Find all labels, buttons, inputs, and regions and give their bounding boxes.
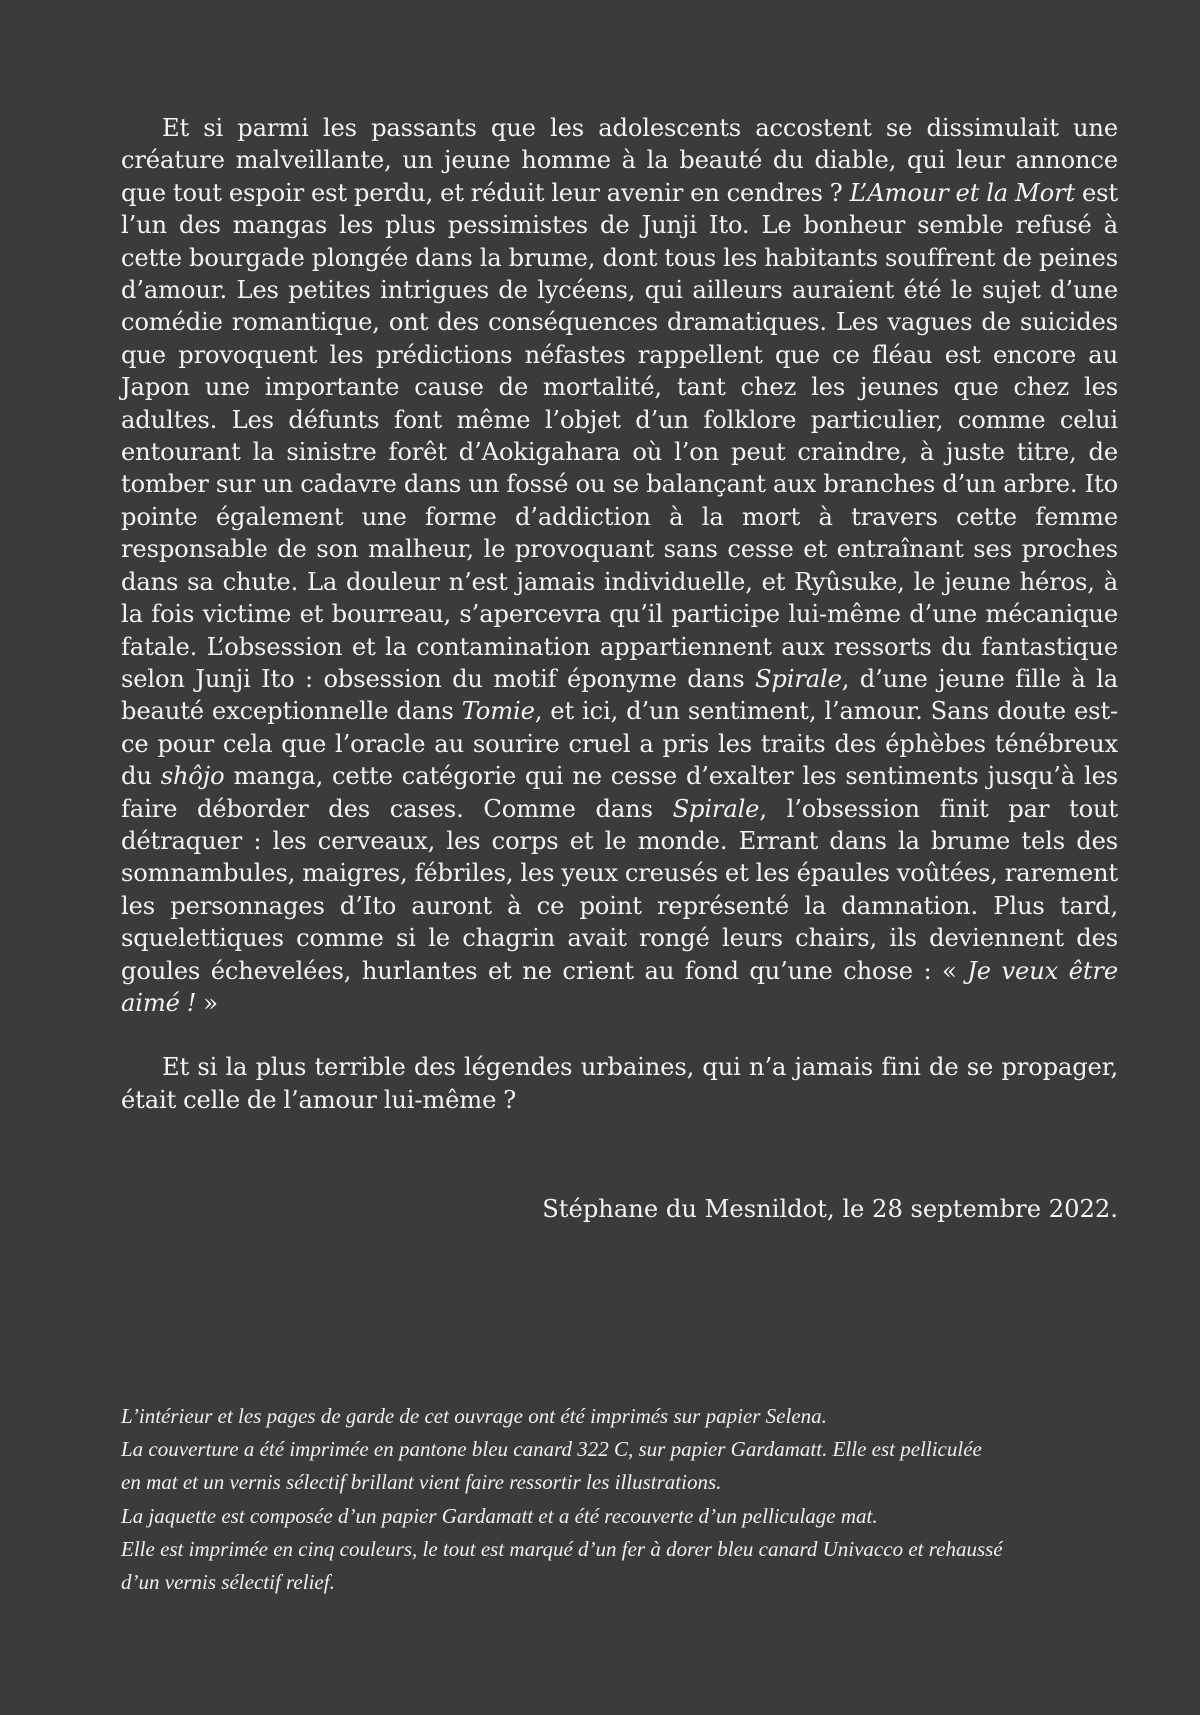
paragraph-text: »	[196, 988, 218, 1017]
paragraph-text: est l’un des mangas les plus pessimistes de Junji Ito. Le bonheur semble refusé à cette bourgade plongée dans la brume, dont tous les habitants souffrent de peines d’amour. Les petites intrigues de lycéens, qui ailleurs auraient été le sujet d’une comédie romantique, ont des conséquences dramatiques. Les vagues de suicides que provoquent les prédictions néfastes rappellent que ce fléau est encore au Japon une importante cause de mortalité, tant chez les jeunes que chez les adultes. Les défunts font même l’objet d’un folklore particulier, comme celui entourant la sinistre forêt d’Aokigahara où l’on peut craindre, à juste titre, de tomber sur un cadavre dans un fossé ou se balançant aux branches d’un arbre. Ito pointe également une forme d’addiction à la mort à travers cette femme responsable de son malheur, le provoquant sans cesse et entraînant ses proches dans sa chute. La douleur n’est jamais individuelle, et Ryûsuke, le jeune héros, à la fois victime et bourreau, s’apercevra qu’il participe lui-même d’une mécanique fatale. L’obsession et la contamination appartiennent aux ressorts du fantastique selon Junji Ito : obsession du motif éponyme dans	[121, 178, 1119, 693]
body-paragraph-2: Et si la plus terrible des légendes urbaines, qui n’a jamais fini de se propager, était celle de l’amour lui-même ?	[121, 1053, 1118, 1114]
author-signature: Stéphane du Mesnildot, le 28 septembre 2022.	[542, 1195, 1118, 1224]
paragraph-text: Et si parmi les passants que les adolescents accostent se dissimulait une créature malveillante, un jeune homme à la beauté du diable, qui leur annonce que tout espoir est perdu, et réduit leur avenir en cendres ?	[121, 114, 1118, 207]
colophon-line: L’intérieur et les pages de garde de cet ouvrage ont été imprimés sur papier Selena.	[121, 1404, 827, 1428]
colophon	[121, 1400, 1121, 1599]
italic-title-text: shôjo	[160, 762, 225, 791]
body-paragraph-1	[121, 112, 1118, 1019]
italic-title-text: Je veux être aimé !	[121, 956, 1118, 1017]
colophon-line: Elle est imprimée en cinq couleurs, le tout est marqué d’un fer à dorer bleu canard Univacco et rehaussé	[121, 1536, 1003, 1561]
paragraph-text: manga, cette catégorie qui ne cesse d’exalter les sentiments jusqu’à les faire déborder des cases. Comme dans	[121, 762, 1119, 823]
italic-title-text: Tomie	[461, 697, 535, 726]
colophon-line: La couverture a été imprimée en pantone bleu canard 322 C, sur papier Gardamatt. Elle est pelliculée	[121, 1437, 982, 1462]
colophon-line: d’un vernis sélectif relief.	[121, 1570, 335, 1595]
paragraph-text: , et ici, d’un sentiment, l’amour. Sans doute est-ce pour cela que l’oracle au sourire cruel a pris les traits des éphèbes ténébreux du	[121, 697, 1118, 791]
paragraph-text: , d’une jeune fille à la beauté exceptionnelle dans	[121, 664, 1118, 726]
italic-title-text: L’Amour et la Mort	[849, 178, 1076, 207]
italic-title-text: Spirale	[672, 794, 760, 823]
colophon-line: en mat et un vernis sélectif brillant vient faire ressortir les illustrations.	[121, 1470, 722, 1495]
main-text-block	[121, 112, 1118, 1225]
paragraph-text: , l’obsession finit par tout détraquer : les cerveaux, les corps et le monde. Errant dans la brume tels des somnambules, maigres, fébriles, les yeux creusés et les épaules voûtées, rarement les personnages d’Ito auront à ce point représenté la damnation. Plus tard, squelettiques comme si le chagrin avait rongé leurs chairs, ils deviennent des goules échevelées, hurlantes et ne crient au fond qu’une chose : «	[121, 794, 1118, 985]
italic-title-text: Spirale	[755, 664, 842, 693]
colophon-line: La jaquette est composée d’un papier Gardamatt et a été recouverte d’un pelliculage mat.	[121, 1503, 878, 1528]
